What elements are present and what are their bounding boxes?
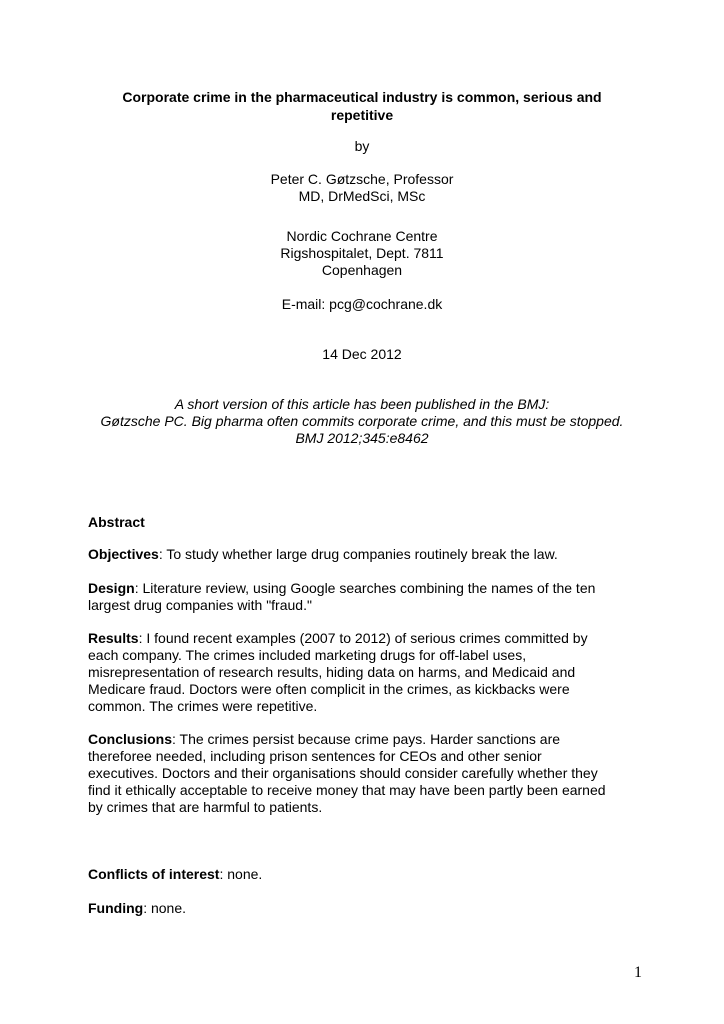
date-line: 14 Dec 2012: [322, 346, 402, 362]
title-line-1: Corporate crime in the pharmaceutical industry is common, serious and: [122, 89, 602, 105]
objectives-text: : To study whether large drug companies routinely break the law.: [158, 546, 558, 562]
short-version-note: [0, 396, 724, 447]
short-version-line-3: BMJ 2012;345:e8462: [295, 430, 429, 446]
conflicts-label: Conflicts of interest: [88, 866, 220, 882]
design-label: Design: [88, 580, 135, 596]
conclusions-text-line-2: thereforee needed, including prison sentences for CEOs and other senior: [88, 748, 542, 764]
short-version-line-2: Gøtzsche PC. Big pharma often commits corporate crime, and this must be stopped.: [100, 413, 624, 429]
affiliation-line-2: Rigshospitalet, Dept. 7811: [280, 245, 444, 261]
funding-label: Funding: [88, 900, 144, 916]
results-label: Results: [88, 630, 139, 646]
affiliation-line-3: Copenhagen: [321, 262, 403, 278]
conclusions-text-line-5: by crimes that are harmful to patients.: [88, 799, 323, 815]
title-line-2: repetitive: [330, 107, 394, 123]
design-paragraph: [88, 580, 636, 614]
results-text-line-3: misrepresentation of research results, hiding data on harms, and Medicaid and: [88, 664, 576, 680]
by-line: by: [354, 138, 370, 154]
funding-paragraph: [88, 900, 636, 917]
funding-text: : none.: [143, 900, 187, 916]
author-block: [0, 171, 724, 205]
results-text-line-1: : I found recent examples (2007 to 2012) of serious crimes committed by: [138, 630, 588, 646]
objectives-label: Objectives: [88, 546, 159, 562]
results-text-line-4: Medicare fraud. Doctors were often complicit in the crimes, as kickbacks were: [88, 681, 570, 697]
design-text-line-1: : Literature review, using Google searches combining the names of the ten: [134, 580, 596, 596]
email-line: E-mail: pcg@cochrane.dk: [281, 296, 443, 312]
author-name: Peter C. Gøtzsche, Professor: [270, 171, 454, 187]
objectives-paragraph: [88, 546, 636, 563]
affiliation-line-1: Nordic Cochrane Centre: [286, 228, 438, 244]
page-number: 1: [634, 964, 642, 981]
conclusions-text-line-3: executives. Doctors and their organisations should consider carefully whether they: [88, 765, 598, 781]
results-paragraph: [88, 630, 636, 715]
short-version-line-1: A short version of this article has been published in the BMJ:: [174, 396, 550, 412]
abstract-heading: Abstract: [88, 514, 145, 530]
conclusions-text-line-4: find it ethically acceptable to receive money that may have been partly been earned: [88, 782, 606, 798]
conclusions-text-line-1: : The crimes persist because crime pays. Harder sanctions are: [172, 731, 561, 747]
conflicts-paragraph: [88, 866, 636, 883]
design-text-line-2: largest drug companies with "fraud.": [88, 597, 312, 613]
results-text-line-5: common. The crimes were repetitive.: [88, 698, 318, 714]
conclusions-paragraph: [88, 731, 636, 816]
paper-title: [0, 88, 724, 124]
author-degrees: MD, DrMedSci, MSc: [298, 188, 426, 204]
conflicts-text: : none.: [219, 866, 263, 882]
results-text-line-2: each company. The crimes included marketing drugs for off-label uses,: [88, 647, 527, 663]
conclusions-label: Conclusions: [88, 731, 173, 747]
affiliation-block: [0, 228, 724, 279]
